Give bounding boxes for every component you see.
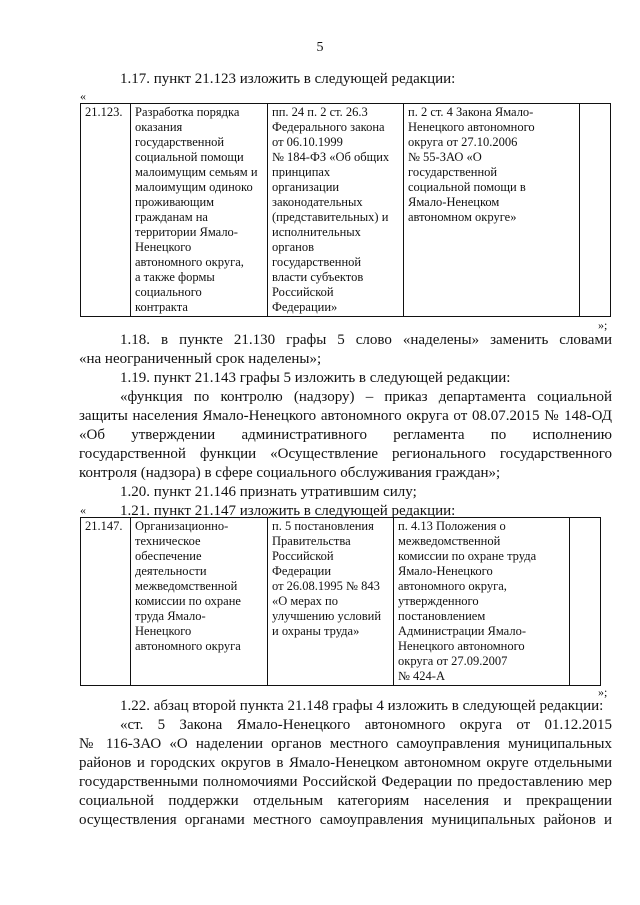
cell-text-line: улучшению условий bbox=[272, 609, 382, 623]
cell-text-line: Разработка порядка bbox=[135, 105, 240, 119]
cell-text-line: постановлением bbox=[398, 609, 486, 623]
cell-text-line: Организационно- bbox=[135, 519, 229, 533]
cell-text-line: социальной помощи в bbox=[408, 180, 526, 194]
cell-text-line: Ненецкого автономного bbox=[408, 120, 535, 134]
quote-open-1: « bbox=[80, 89, 86, 103]
cell-text-line: утвержденного bbox=[398, 594, 479, 608]
cell-text-line: Ненецкого автономного bbox=[398, 639, 525, 653]
quote-open-2: « bbox=[80, 503, 86, 517]
cell-text-line: комиссии по охране bbox=[135, 594, 241, 608]
cell-text-line: Российской bbox=[272, 549, 334, 563]
paragraph-1-20: 1.20. пункт 21.146 признать утратившим силу; bbox=[120, 484, 417, 500]
paragraph-1-19-line-5: государственной функции «Осуществление регионального государственного bbox=[79, 446, 612, 462]
cell-text-line: государственной bbox=[272, 255, 362, 269]
cell-text-line: принципах bbox=[272, 165, 331, 179]
paragraph-1-19-line-6: контроля (надзора) в сфере социального обслуживания граждан»; bbox=[79, 465, 501, 481]
cell-text-line: оказания bbox=[135, 120, 183, 134]
cell-text-line: № 184-ФЗ «Об общих bbox=[272, 150, 390, 164]
table-row bbox=[81, 104, 611, 317]
cell-text-line: труда Ямало- bbox=[135, 609, 206, 623]
cell-name bbox=[131, 104, 268, 317]
cell-text-line: социального bbox=[135, 285, 202, 299]
paragraph-1-22-line-4: районов и городских округов в Ямало-Ненецком автономном округе отдельными bbox=[79, 755, 612, 771]
cell-text-line: организации bbox=[272, 180, 340, 194]
cell-text-line: автономного округа bbox=[135, 639, 241, 653]
cell-text-line: исполнительных bbox=[272, 225, 361, 239]
cell-text-line: (представительных) и bbox=[272, 210, 389, 224]
cell-text-line: автономном округе» bbox=[408, 210, 517, 224]
cell-text-line: № 55-ЗАО «О bbox=[408, 150, 482, 164]
cell-text-line: законодательных bbox=[272, 195, 363, 209]
cell-text-line: автономного округа, bbox=[398, 579, 507, 593]
cell-text-line: органов bbox=[272, 240, 315, 254]
cell-text-line: малоимущим одиноко bbox=[135, 180, 253, 194]
table-21-123 bbox=[80, 103, 611, 317]
cell-number: 21.123. bbox=[81, 104, 131, 317]
cell-text-line: государственной bbox=[135, 135, 225, 149]
cell-text-line: № 424-А bbox=[398, 669, 445, 683]
paragraph-1-18-line-1: 1.18. в пункте 21.130 графы 5 слово «наделены» заменить словами bbox=[120, 332, 612, 348]
cell-text-line: Ненецкого bbox=[135, 624, 192, 638]
cell-text-line: контракта bbox=[135, 300, 188, 314]
cell-text-line: Ямало-Ненецкого bbox=[398, 564, 493, 578]
cell-empty bbox=[580, 104, 611, 317]
cell-text-line: государственной bbox=[408, 165, 498, 179]
cell-text-line: от 26.08.1995 № 843 bbox=[272, 579, 380, 593]
cell-text-line: автономного округа, bbox=[135, 255, 244, 269]
cell-federal-law bbox=[268, 104, 404, 317]
paragraph-1-22-line-5: государственными полномочиями Российской Федерации по предоставлению мер bbox=[79, 774, 612, 790]
cell-text-line: межведомственной bbox=[135, 579, 238, 593]
cell-text-line: Ненецкого bbox=[135, 240, 192, 254]
cell-text-line: комиссии по охране труда bbox=[398, 549, 537, 563]
cell-text-line: и охраны труда» bbox=[272, 624, 360, 638]
cell-text-line: обеспечение bbox=[135, 549, 202, 563]
cell-text-line: техническое bbox=[135, 534, 201, 548]
cell-text-line: п. 2 ст. 4 Закона Ямало- bbox=[408, 105, 534, 119]
cell-text-line: «О мерах по bbox=[272, 594, 338, 608]
cell-empty bbox=[570, 518, 601, 686]
paragraph-1-21: 1.21. пункт 21.147 изложить в следующей редакции: bbox=[120, 503, 456, 519]
cell-text-line: пп. 24 п. 2 ст. 26.3 bbox=[272, 105, 368, 119]
cell-text-line: Федерации bbox=[272, 564, 332, 578]
paragraph-1-17: 1.17. пункт 21.123 изложить в следующей редакции: bbox=[120, 71, 456, 87]
cell-text-line: гражданам на bbox=[135, 210, 208, 224]
cell-text-line: социальной помощи bbox=[135, 150, 244, 164]
paragraph-1-22-line-3: № 116-ЗАО «О наделении органов местного самоуправления муниципальных bbox=[79, 736, 612, 752]
cell-regional-act bbox=[394, 518, 570, 686]
cell-federal-act bbox=[268, 518, 394, 686]
cell-text-line: п. 4.13 Положения о bbox=[398, 519, 506, 533]
cell-text-line: Федерации» bbox=[272, 300, 338, 314]
paragraph-1-18-line-2: «на неограниченный срок наделены»; bbox=[79, 351, 322, 367]
paragraph-1-22-line-1: 1.22. абзац второй пункта 21.148 графы 4 изложить в следующей редакции: bbox=[120, 698, 604, 714]
paragraph-1-22-line-2: «ст. 5 Закона Ямало-Ненецкого автономного округа от 01.12.2015 bbox=[120, 717, 612, 733]
cell-text-line: Российской bbox=[272, 285, 334, 299]
cell-text-line: деятельности bbox=[135, 564, 207, 578]
cell-text-line: Правительства bbox=[272, 534, 351, 548]
cell-text-line: проживающим bbox=[135, 195, 215, 209]
quote-close-2: »; bbox=[598, 685, 608, 699]
cell-text-line: округа от 27.10.2006 bbox=[408, 135, 518, 149]
paragraph-1-22-line-7: осуществления органами местного самоуправления муниципальных районов и bbox=[79, 812, 612, 828]
cell-text-line: Ямало-Ненецком bbox=[408, 195, 500, 209]
cell-text-line: Администрации Ямало- bbox=[398, 624, 526, 638]
paragraph-1-19-line-3: защиты населения Ямало-Ненецкого автономного округа от 08.07.2015 № 148-ОД bbox=[79, 408, 612, 424]
paragraph-1-19-line-1: 1.19. пункт 21.143 графы 5 изложить в следующей редакции: bbox=[120, 370, 511, 386]
cell-text-line: территории Ямало- bbox=[135, 225, 238, 239]
cell-name bbox=[131, 518, 268, 686]
cell-text-line: округа от 27.09.2007 bbox=[398, 654, 508, 668]
table-21-147 bbox=[80, 517, 601, 686]
cell-text-line: малоимущим семьям и bbox=[135, 165, 258, 179]
cell-text-line: а также формы bbox=[135, 270, 215, 284]
paragraph-1-22-line-6: социальной поддержки отдельным категориям населения и прекращении bbox=[79, 793, 612, 809]
paragraph-1-19-line-4: «Об утверждении административного регламента по исполнению bbox=[79, 427, 612, 443]
quote-close-1: »; bbox=[598, 318, 608, 332]
cell-text-line: межведомственной bbox=[398, 534, 501, 548]
table-row bbox=[81, 518, 601, 686]
cell-number: 21.147. bbox=[81, 518, 131, 686]
page-number: 5 bbox=[316, 40, 324, 55]
paragraph-1-19-line-2: «функция по контролю (надзору) – приказ департамента социальной bbox=[120, 389, 612, 405]
cell-regional-law bbox=[404, 104, 580, 317]
cell-text-line: власти субъектов bbox=[272, 270, 364, 284]
cell-text-line: п. 5 постановления bbox=[272, 519, 374, 533]
cell-text-line: Федерального закона bbox=[272, 120, 385, 134]
cell-text-line: от 06.10.1999 bbox=[272, 135, 343, 149]
